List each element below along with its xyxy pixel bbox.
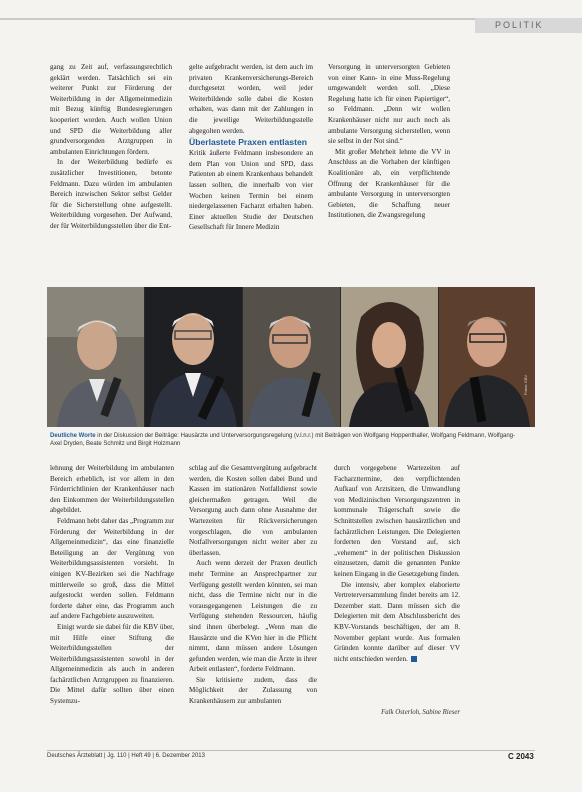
author-byline: Falk Osterloh, Sabine Rieser <box>381 709 460 716</box>
caption-lead: Deutliche Worte <box>50 433 96 439</box>
article-column-4 <box>50 463 174 707</box>
photo-caption <box>50 432 520 448</box>
article-column-1 <box>50 62 172 232</box>
photo-speaker-5 <box>439 287 535 427</box>
end-mark-icon <box>411 656 417 662</box>
paragraph: lehnung der Weiterbildung im ambulanten Bereich erheblich, ist vor allem in den Förderrichtlinien der Krankenhäuser nach den Einkommen der Weiterbildungsstellen abgebildet. <box>50 464 174 515</box>
photo-speaker-2 <box>145 287 242 427</box>
article-column-3 <box>328 62 450 221</box>
paragraph-text: Die intensiv, aber komplex elaborierte Vertreterversammlung findet bereits am 12. Dezember statt. Dann müssen sich die Delegierten mit dem Abschlussbericht des KBV-Vorstands beschäftigen, der am 8. November geplant wurde. Aus formalen Gründen konnte darüber auf dieser VV nicht entschieden werden. <box>334 580 460 663</box>
footer-rule <box>47 750 535 751</box>
paragraph: In der Weiterbildung bedürfe es zusätzlicher Investitionen, betonte Feldmann. Dazu würden im ambulanten Bereich inzwischen Sektor selbst Gelder für die Sicherstellung ohne aufgestellt. Weiterbildung vorgesehen. Der Aufwand, der für Weiterbildungsstellen über die Ent- <box>50 158 172 230</box>
photo-speaker-1 <box>47 287 144 427</box>
subheading: Überlastete Praxen entlasten <box>189 137 307 148</box>
photo-speaker-4 <box>341 287 438 427</box>
paragraph: gang zu Zeit auf, verfassungsrechtlich geklärt werden. Tatsächlich sei ein weiterer Punkt zur Förderung der Weiterbildung in der Allgemeinmedizin mit Bezug künftig Bundesregierungen kooperiert worden. Auch wollen Union und SPD die Weiterbildung aller grundversorgenden Arztgruppen in ambulanten Einrichtungen fördern. <box>50 63 172 156</box>
page-number: C 2043 <box>508 752 534 761</box>
photo-speaker-3 <box>243 287 340 427</box>
article-column-5 <box>189 463 317 707</box>
paragraph: gelte aufgebracht werden, ist dem auch im privaten Krankenversicherungs-Bereich durchgesetzt worden, weil jeder Weiterbildende solle dabei die Kosten erhalten, was dann mit der Zahlungen in die jeweilige Weiterbildungsstelle abgegolten werden. <box>189 63 313 135</box>
paragraph: schlag auf die Gesamtvergütung aufgebracht werden, die Kosten sollen dabei Bund und Kassen im stationären Notfalldienst sowie gleichermaßen getragen. Weil die Versorgung auch dann ohne Ausnahme der Wartezeiten für Rückversicherungen vorgeschlagen, die von ambulanten Notfallversorgungen nicht weiter aber zu überlassen. <box>189 464 317 557</box>
article-column-2 <box>189 62 313 233</box>
paragraph: Auch wenn derzeit der Praxen deutlich mehr Termine an Ansprechpartner zur Verfügung gestellt werden könnten, sei man nicht, dass die Termine nicht nur in die vorausgegangenen Leistungen die zu Verfügung stehenden Ressourcen, häufig sind ihnen überbelegt. „Wenn man die Hausärzte und die KVen hier in die Pflicht nimmt, dann müssen andere Lösungen gefunden werden, wie man die Ärzte in ihrer Arbeit entlasten“, forderte Feldmann. <box>189 559 317 674</box>
paragraph: Feldmann hebt daher das „Programm zur Förderung der Weiterbildung in der Allgemeinmedizin“, das eine finanzielle Beteiligung an der Vergütung von Weiterbildungsassistenten vorsieht. In einigen KV-Bezirken sei die Nachfrage mittlerweile so groß, dass die Mittel aufgestockt werden sollen. Feldmann forderte daher eine, das Programm auch auf andere Fachgebiete auszuweiten. <box>50 516 174 621</box>
photo-strip <box>47 287 535 427</box>
paragraph: Mit großer Mehrheit lehnte die VV in Anschluss an die Vorhaben der künftigen Koalitionäre ab, ein verpflichtende Öffnung der Krankenhäuser für die ambulante Versorgung in unterversorgten Gebieten, die Schaffung neuer Institutionen, die Zwangsregelung <box>328 147 450 220</box>
paragraph: Versorgung in unterversorgten Gebieten von einer Kann- in eine Muss-Regelung umgewandelt werden soll. „Diese Regelung hatte ich für einen Papiertiger“, so Feldmann. „Denn wir wollen Krankenhäuser nicht nur auch noch als ambulante Versorgung sicherstellen, wenn sie selbst in der Not sind.“ <box>328 63 450 146</box>
paragraph <box>334 580 460 665</box>
paragraph: Einigt wurde sie dabei für die KBV über, mit Hilfe einer Stiftung die Weiterbildungsstellen der Weiterbildungsassistenten sowohl in der Allgemeinmedizin als auch in anderen fachärztlichen Arztgruppen zu finanzieren. Die Mittel dafür sollten über einen Systemzu- <box>50 622 174 706</box>
paragraph: Sie kritisierte zudem, dass die Möglichkeit der Zulassung von Krankenhäusern zur ambulanten <box>189 675 317 706</box>
photo-credit: Fotos: KBV <box>523 374 528 395</box>
footer-citation: Deutsches Ärzteblatt | Jg. 110 | Heft 49 | 6. Dezember 2013 <box>47 753 205 759</box>
article-column-6 <box>334 463 460 664</box>
paragraph: durch vorgegebene Wartezeiten auf Facharzttermine, den verpflichtenden Aufkauf von Arztsitzen, die Umwandlung von Medizinischen Versorgungszentren in kommunale Trägerschaft sowie die Schnittstellen zwischen hausärztlichen und fachärztlichen Leistungen. Die Delegierten forderten den Vorstand auf, sich „vehement“ in der politischen Diskussion einzusetzen, damit die genannten Punkte keinen Eingang in die Gesetzgebung finden. <box>334 464 460 578</box>
paragraph: Kritik äußerte Feldmann insbesondere an dem Plan von Union und SPD, dass Patienten ab einem Krankenhaus behandelt lassen sollten, die innerhalb von vier Wochen keinen Termin bei einem niedergelassenen Facharzt erhalten haben. Einer aktuellen Studie der Deutschen Gesellschaft für Innere Medizin <box>189 149 313 232</box>
caption-text: in der Diskussion der Beiträge: Hausärzte und Unterversorgungsregelung (v.l.n.r.) mit Beiträgen von Wolfgang Hoppenthaller, Wolfgang Feldmann, Wolfgang-Axel Dryden, Beate Schmitz und Birgit Holzmann <box>50 433 516 447</box>
header-rule <box>0 18 500 20</box>
section-label: POLITIK <box>495 20 544 30</box>
